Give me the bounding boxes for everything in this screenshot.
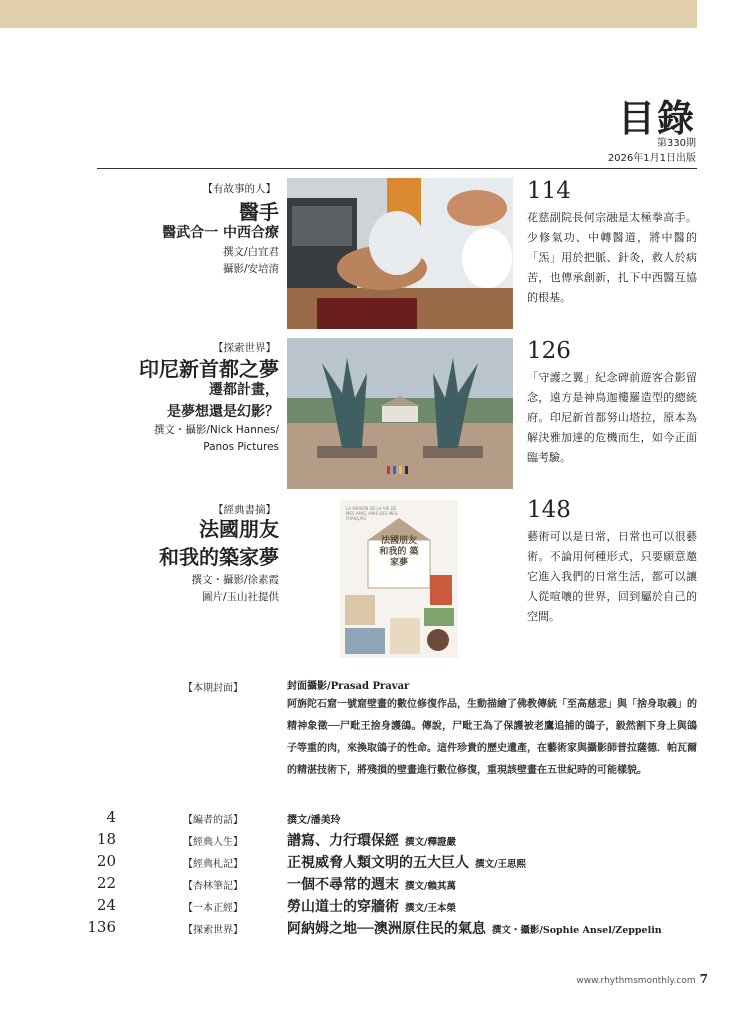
footer-url[interactable]: www.rhythmsmonthly.com [576, 976, 696, 986]
feature-2-subtitle [167, 379, 279, 423]
book-cover-fr-text: LA MAISON DE LA VIE DE MES AMIS, AMIS DES MES FRANÇAIS [346, 506, 398, 521]
feature-2-photo[interactable] [287, 338, 513, 489]
feature-1-title[interactable]: 醫手 [239, 200, 279, 224]
feature-2-category: 【探索世界】 [213, 342, 276, 354]
contents-page: 136 [87, 918, 116, 936]
footer [576, 972, 708, 986]
hands-pulse-photo [287, 178, 513, 329]
contents-title [287, 896, 456, 916]
contents-byline: 撰文/王思熙 [475, 859, 526, 870]
cover-category: 【本期封面】 [183, 683, 243, 694]
feature-2-credit-line-2: Panos Pictures [203, 441, 279, 453]
contents-title [287, 830, 456, 850]
monument-photo [287, 338, 513, 489]
feature-1-photo[interactable] [287, 178, 513, 329]
page-title: 目錄 [618, 96, 696, 140]
feature-1-writer: 撰文/白宜君 [222, 246, 279, 258]
contents-page: 22 [96, 874, 116, 892]
book-cover-title: 法國朋友 和我的 築家夢 [379, 536, 419, 568]
feature-2-credit-line-1: 撰文・攝影/Nick Hannes/ [153, 424, 279, 436]
feature-2-title[interactable]: 印尼新首都之夢 [139, 357, 279, 381]
contents-byline: 撰文・攝影/Sophie Ansel/Zeppelin [491, 925, 662, 936]
feature-3-book-cover[interactable] [340, 500, 458, 658]
feature-3-credit-line-2: 圖片/玉山社提供 [201, 591, 279, 603]
contents-title-text: 正視威脅人類文明的五大巨人 [287, 855, 469, 871]
issue-date: 2026年1月1日出版 [607, 153, 696, 164]
feature-3-credits [191, 572, 279, 606]
contents-byline: 撰文/賴其萬 [405, 881, 456, 892]
contents-credit: 撰文/潘美玲 [287, 815, 341, 826]
feature-2-subtitle-line-1: 遷都計畫， [209, 382, 279, 398]
contents-category: 【編者的話】 [183, 815, 243, 826]
feature-2-description: 「守護之翼」紀念碑前遊客合影留念，遠方是神鳥迦樓羅造型的總統府。印尼新首都努山塔拉，原本為解決雅加達的危機而生，如今正面臨考驗。 [527, 371, 697, 464]
cover-credit: 封面攝影/Prasad Pravar [287, 681, 410, 692]
contents-title [287, 874, 456, 894]
feature-2-credits [154, 422, 279, 456]
feature-3-title-line-1: 法國朋友 [199, 517, 279, 541]
issue-info [608, 136, 696, 166]
feature-1-credits [223, 244, 279, 278]
contents-byline: 撰文/王本榮 [405, 903, 456, 914]
feature-1-subtitle: 醫武合一 中西合療 [162, 225, 279, 241]
contents-title-text: 阿納姆之地──澳洲原住民的氣息 [287, 921, 486, 937]
feature-3-title[interactable] [159, 515, 279, 571]
feature-2-page[interactable]: 126 [527, 338, 571, 364]
feature-1-page[interactable]: 114 [527, 178, 571, 204]
contents-page: 18 [96, 830, 116, 848]
feature-1-description: 花慈副院長何宗融是太極拳高手。少修氣功、中轉醫道，將中醫的「炁」用於把脈、針灸，救人於病苦，也傳承創新，扎下中西醫互協的根基。 [527, 211, 697, 304]
contents-row[interactable] [0, 850, 748, 872]
contents-row[interactable] [0, 872, 748, 894]
contents-page: 24 [96, 896, 116, 914]
contents-category: 【經典札記】 [183, 859, 243, 870]
contents-title-text: 勞山道士的穿牆術 [287, 899, 399, 915]
feature-3-credit-line-1: 撰文・攝影/徐素霞 [191, 574, 279, 586]
contents-page: 20 [96, 852, 116, 870]
feature-1-category: 【有故事的人】 [202, 183, 276, 195]
contents-title [287, 918, 662, 938]
contents-row[interactable] [0, 894, 748, 916]
cover-description: 阿旃陀石窟一號窟壁畫的數位修復作品，生動描繪了佛教傳統「至高慈悲」與「捨身取義」的精神象徵──尸毗王捨身護鴿。傳說，尸毗王為了保護被老鷹追捕的鴿子，毅然割下身上與鴿子等重的肉，來換取鴿子的性命。這件珍貴的歷史遺產，在藝術家與攝影師普拉薩德．帕瓦爾的精湛技術下，將殘損的壁畫進行數位修復，重現該壁畫在五世紀時的可能樣貌。 [287, 699, 697, 776]
feature-3-page[interactable]: 148 [527, 497, 571, 523]
feature-2-subtitle-line-2: 是夢想還是幻影？ [167, 404, 279, 420]
feature-3-title-line-2: 和我的築家夢 [159, 545, 279, 569]
feature-1-photographer: 攝影/安培淯 [222, 263, 279, 275]
contents-row[interactable] [0, 806, 748, 828]
book-cover-image [340, 500, 458, 658]
feature-3-category: 【經典書摘】 [213, 504, 276, 516]
contents-category: 【杏林筆記】 [183, 881, 243, 892]
top-color-band [0, 0, 697, 28]
contents-category: 【一本正經】 [183, 903, 243, 914]
contents-category: 【經典人生】 [183, 837, 243, 848]
header-divider [97, 168, 697, 169]
contents-title-text: 譜寫、力行環保經 [287, 833, 399, 849]
contents-page: 4 [106, 808, 116, 826]
issue-number: 第330期 [656, 138, 696, 149]
contents-title [287, 852, 526, 872]
contents-byline: 撰文/釋證嚴 [405, 837, 456, 848]
contents-row[interactable] [0, 916, 748, 938]
feature-3-description: 藝術可以是日常，日常也可以很藝術。不論用何種形式，只要願意邀它進入我們的日常生活，都可以讓人從喧嚷的世界，回到屬於自己的空間。 [527, 530, 697, 623]
footer-page-number: 7 [699, 972, 708, 986]
contents-category: 【探索世界】 [183, 925, 243, 936]
contents-row[interactable] [0, 828, 748, 850]
contents-title-text: 一個不尋常的週末 [287, 877, 399, 893]
